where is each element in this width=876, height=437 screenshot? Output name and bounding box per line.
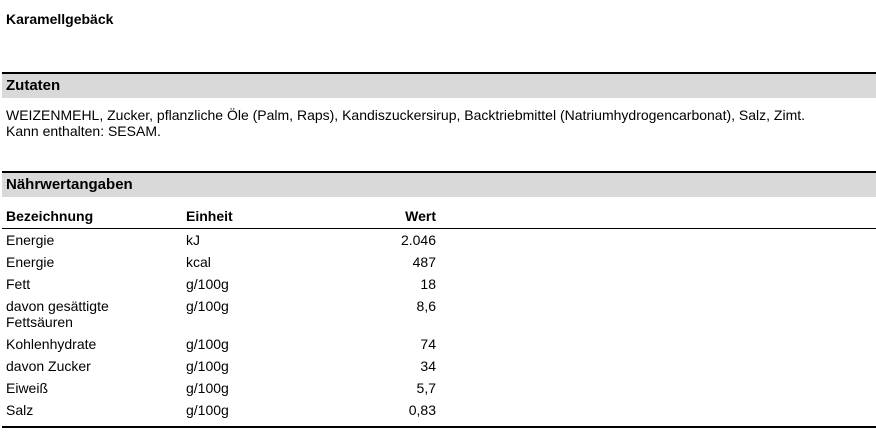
nutrient-unit: kJ: [186, 232, 200, 248]
table-row: [2, 399, 876, 421]
nutrient-value: 18: [420, 276, 436, 292]
row-spacer: [440, 251, 876, 273]
nutrient-unit: g/100g: [186, 336, 229, 352]
row-spacer: [440, 229, 876, 252]
nutrient-value: 487: [412, 254, 436, 270]
column-header-name: Bezeichnung: [2, 203, 182, 229]
table-row: [2, 333, 876, 355]
nutrient-name: Kohlenhydrate: [6, 336, 97, 352]
row-spacer: [440, 355, 876, 377]
column-header-spacer: [440, 203, 876, 229]
nutrient-name: Energie: [6, 232, 55, 248]
table-row: [2, 251, 876, 273]
table-row: [2, 355, 876, 377]
table-row: [2, 295, 876, 333]
nutrient-value: 2.046: [400, 232, 436, 248]
row-spacer: [440, 377, 876, 399]
nutrient-value: 74: [420, 336, 436, 352]
nutrition-table: [2, 203, 876, 421]
nutrient-name: Fett: [6, 276, 31, 292]
nutrient-value: 0,83: [408, 402, 436, 418]
nutrition-table-header-row: [2, 203, 876, 229]
nutrient-value: 8,6: [416, 298, 436, 314]
nutrient-name: Energie: [6, 254, 55, 270]
nutrition-header: Nährwertangaben: [2, 171, 876, 197]
table-bottom-divider: [2, 426, 876, 428]
nutrient-unit: g/100g: [186, 402, 229, 418]
column-header-value: Wert: [350, 203, 440, 229]
row-spacer: [440, 295, 876, 333]
product-title: Karamellgebäck: [6, 11, 114, 27]
row-spacer: [440, 333, 876, 355]
row-spacer: [440, 399, 876, 421]
table-row: [2, 273, 876, 295]
nutrient-unit: g/100g: [186, 276, 229, 292]
column-header-unit: Einheit: [182, 203, 350, 229]
nutrient-unit: g/100g: [186, 358, 229, 374]
ingredients-list: WEIZENMEHL, Zucker, pflanzliche Öle (Palm, Raps), Kandiszuckersirup, Backtriebmittel (Natriumhydrogencarbonat), Salz, Zimt.: [6, 107, 806, 123]
nutrient-unit: g/100g: [186, 298, 229, 314]
nutrient-value: 5,7: [416, 380, 436, 396]
allergen-note: Kann enthalten: SESAM.: [6, 123, 161, 139]
ingredients-header: Zutaten: [2, 72, 876, 98]
nutrient-name: Salz: [6, 402, 34, 418]
nutrient-value: 34: [420, 358, 436, 374]
table-row: [2, 229, 876, 252]
ingredients-section: [6, 107, 872, 139]
nutrient-unit: kcal: [186, 254, 211, 270]
nutrient-name: Eiweiß: [6, 380, 49, 396]
nutrient-name: davon Zucker: [6, 358, 91, 374]
nutrient-name: davon gesättigte Fettsäuren: [6, 298, 109, 330]
table-row: [2, 377, 876, 399]
nutrient-unit: g/100g: [186, 380, 229, 396]
row-spacer: [440, 273, 876, 295]
